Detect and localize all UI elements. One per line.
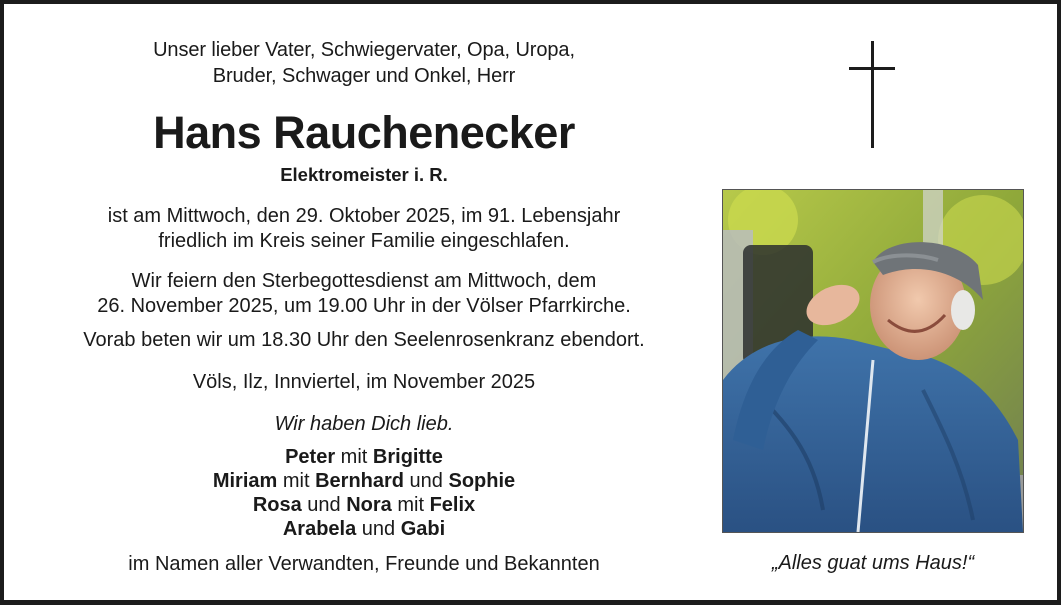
family-connector: und bbox=[356, 518, 401, 540]
family-line bbox=[34, 493, 694, 517]
photo-caption: „Alles guat ums Haus!“ bbox=[771, 552, 975, 574]
place-date: Völs, Ilz, Innviertel, im November 2025 bbox=[192, 371, 536, 393]
family-member-name: Brigitte bbox=[372, 446, 443, 468]
intro-line: Unser lieber Vater, Schwiegervater, Opa, Uropa, bbox=[153, 39, 575, 61]
service-line: Wir feiern den Sterbegottesdienst am Mittwoch, dem bbox=[131, 270, 597, 292]
family-list bbox=[34, 445, 694, 541]
death-line: friedlich im Kreis seiner Familie eingeschlafen. bbox=[158, 230, 570, 252]
intro-line: Bruder, Schwager und Onkel, Herr bbox=[212, 65, 516, 87]
cross-icon bbox=[849, 41, 895, 148]
family-connector: mit bbox=[277, 470, 316, 492]
family-member-name: Gabi bbox=[400, 518, 446, 540]
closing-line: im Namen aller Verwandten, Freunde und Bekannten bbox=[128, 553, 600, 575]
family-line bbox=[34, 517, 694, 541]
family-member-name: Peter bbox=[285, 446, 336, 468]
family-connector: mit bbox=[391, 494, 430, 516]
death-line: ist am Mittwoch, den 29. Oktober 2025, im 91. Lebensjahr bbox=[107, 205, 621, 227]
profession: Elektromeister i. R. bbox=[280, 164, 448, 185]
family-member-name: Nora bbox=[346, 494, 392, 516]
deceased-name: Hans Rauchenecker bbox=[153, 107, 575, 158]
funeral-service-info bbox=[34, 269, 694, 319]
rosary-info: Vorab beten wir um 18.30 Uhr den Seelenrosenkranz ebendort. bbox=[83, 329, 645, 351]
family-member-name: Felix bbox=[429, 494, 476, 516]
family-member-name: Rosa bbox=[252, 494, 302, 516]
family-connector: und bbox=[404, 470, 449, 492]
family-line bbox=[34, 445, 694, 469]
family-member-name: Arabela bbox=[282, 518, 357, 540]
family-line bbox=[34, 469, 694, 493]
motto: Wir haben Dich lieb. bbox=[274, 413, 454, 435]
family-connector: mit bbox=[335, 446, 373, 468]
family-member-name: Bernhard bbox=[315, 470, 404, 492]
intro-text bbox=[34, 37, 694, 89]
family-member-name: Miriam bbox=[212, 470, 278, 492]
portrait-photo bbox=[722, 189, 1024, 533]
death-announcement bbox=[34, 204, 694, 254]
family-connector: und bbox=[301, 494, 347, 516]
service-line: 26. November 2025, um 19.00 Uhr in der Völser Pfarrkirche. bbox=[97, 295, 631, 317]
family-member-name: Sophie bbox=[448, 470, 516, 492]
